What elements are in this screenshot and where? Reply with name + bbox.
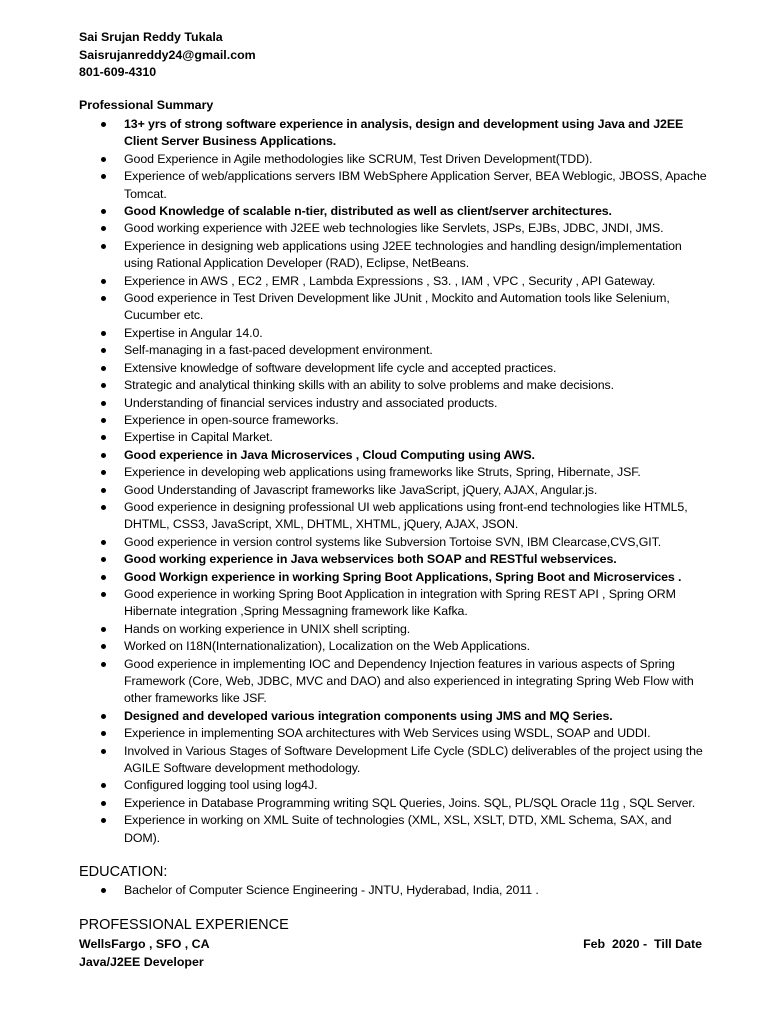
summary-item: Experience in AWS , EC2 , EMR , Lambda Expressions , S3. , IAM , VPC , Security , API Gateway. (97, 273, 709, 290)
summary-item: Good experience in version control systems like Subversion Tortoise SVN, IBM Clearcase,CVS,GIT. (97, 534, 709, 551)
summary-item: Good Knowledge of scalable n-tier, distributed as well as client/server architectures. (97, 203, 709, 220)
summary-item: Good experience in designing professional UI web applications using front-end technologies like HTML5, DHTML, CSS3, JavaScript, XML, DHTML, XHTML, jQuery, AJAX, JSON. (97, 499, 709, 534)
summary-item: Experience in implementing SOA architectures with Web Services using WSDL, SOAP and UDDI. (97, 725, 709, 742)
summary-item: Understanding of financial services industry and associated products. (97, 395, 709, 412)
summary-item: Good experience in Test Driven Development like JUnit , Mockito and Automation tools like Selenium, Cucumber etc. (97, 290, 709, 325)
candidate-phone: 801-609-4310 (79, 65, 157, 79)
summary-item: Designed and developed various integration components using JMS and MQ Series. (97, 708, 709, 725)
summary-item: Good working experience in Java webservices both SOAP and RESTful webservices. (97, 551, 709, 568)
candidate-name: Sai Srujan Reddy Tukala (79, 30, 223, 44)
job-title: Java/J2EE Developer (79, 955, 204, 969)
summary-item: Good Experience in Agile methodologies like SCRUM, Test Driven Development(TDD). (97, 151, 709, 168)
education-heading: EDUCATION: (79, 864, 168, 880)
education-list (97, 882, 709, 899)
summary-heading: Professional Summary (79, 98, 214, 112)
employer-name: WellsFargo , SFO , CA (79, 937, 210, 951)
summary-item: Experience in Database Programming writing SQL Queries, Joins. SQL, PL/SQL Oracle 11g , SQL Server. (97, 795, 709, 812)
summary-item: Worked on I18N(Internationalization), Localization on the Web Applications. (97, 638, 709, 655)
summary-item: Self-managing in a fast-paced development environment. (97, 342, 709, 359)
contact-block (79, 29, 256, 82)
summary-item: Experience in developing web applications using frameworks like Struts, Spring, Hibernate, JSF. (97, 464, 709, 481)
summary-item: Expertise in Angular 14.0. (97, 325, 709, 342)
education-item: Bachelor of Computer Science Engineering - JNTU, Hyderabad, India, 2011 . (97, 882, 709, 899)
candidate-email: Saisrujanreddy24@gmail.com (79, 47, 256, 62)
summary-item: Good experience in Java Microservices , Cloud Computing using AWS. (97, 447, 709, 464)
summary-item: Experience in working on XML Suite of technologies (XML, XSL, XSLT, DTD, XML Schema, SAX, and DOM). (97, 812, 709, 847)
employment-dates: Feb 2020 - Till Date (583, 937, 702, 951)
summary-item: Experience in open-source frameworks. (97, 412, 709, 429)
experience-heading: PROFESSIONAL EXPERIENCE (79, 917, 289, 933)
summary-item: Good Workign experience in working Spring Boot Applications, Spring Boot and Microservices . (97, 569, 709, 586)
summary-list (97, 116, 709, 847)
summary-item: Hands on working experience in UNIX shell scripting. (97, 621, 709, 638)
summary-item: Good experience in implementing IOC and Dependency Injection features in various aspects of Spring Framework (Core, Web, JDBC, MVC and DAO) and also experienced in integrating Spring Web Flow with other frameworks like JSF. (97, 656, 709, 708)
summary-item: Strategic and analytical thinking skills with an ability to solve problems and make decisions. (97, 377, 709, 394)
summary-item: Configured logging tool using log4J. (97, 777, 709, 794)
summary-item: Expertise in Capital Market. (97, 429, 709, 446)
summary-item: Good experience in working Spring Boot Application in integration with Spring REST API , Spring ORM Hibernate integration ,Spring Messagning framework like Kafka. (97, 586, 709, 621)
summary-item: Good Understanding of Javascript frameworks like JavaScript, jQuery, AJAX, Angular.js. (97, 482, 709, 499)
summary-item: Involved in Various Stages of Software Development Life Cycle (SDLC) deliverables of the project using the AGILE Software development methodology. (97, 743, 709, 778)
summary-item: Extensive knowledge of software development life cycle and accepted practices. (97, 360, 709, 377)
summary-item: 13+ yrs of strong software experience in analysis, design and development using Java and J2EE Client Server Business Applications. (97, 116, 709, 151)
summary-item: Experience of web/applications servers IBM WebSphere Application Server, BEA Weblogic, JBOSS, Apache Tomcat. (97, 168, 709, 203)
summary-item: Experience in designing web applications using J2EE technologies and handling design/implementation using Rational Application Developer (RAD), Eclipse, NetBeans. (97, 238, 709, 273)
summary-item: Good working experience with J2EE web technologies like Servlets, JSPs, EJBs, JDBC, JNDI, JMS. (97, 220, 709, 237)
